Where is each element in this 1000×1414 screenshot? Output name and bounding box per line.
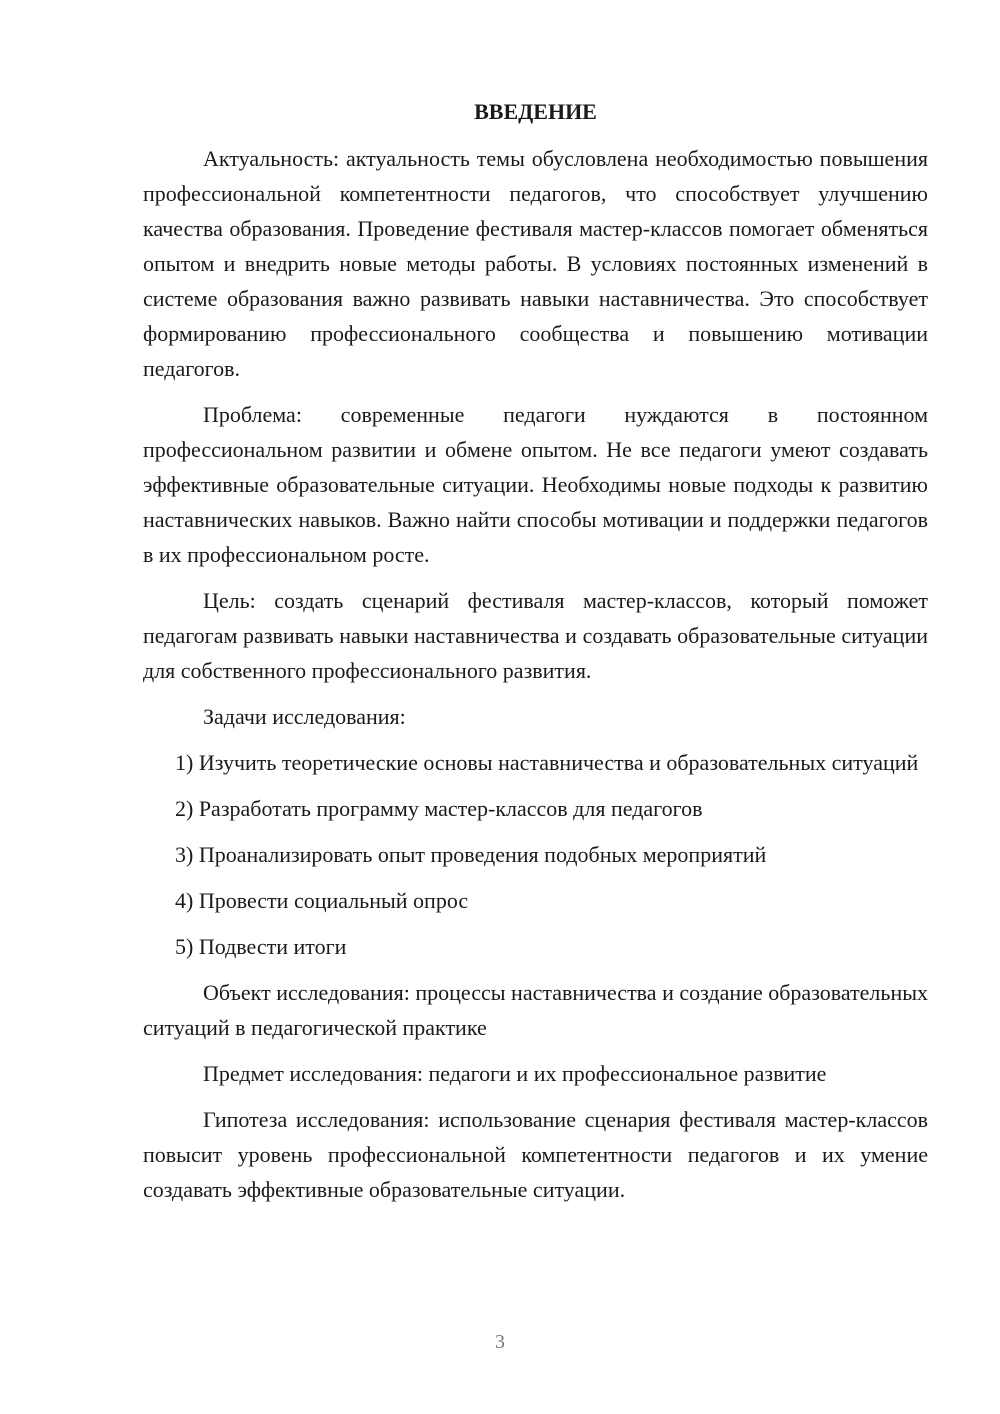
page-number: 3 [495,1331,505,1353]
task-item-4: 4) Провести социальный опрос [175,888,469,913]
paragraph-relevance: Актуальность: актуальность темы обусловлена необходимостью повышения профессиональной компетентности педагогов, что способствует улучшению качества образования. Проведение фестиваля мастер-классов помогает обменяться опытом и внедрить новые методы работы. В условиях постоянных изменений в системе образования важно развивать навыки наставничества. Это способствует формированию профессионального сообщества и повышению мотивации педагогов. [143,146,928,381]
task-item-1: 1) Изучить теоретические основы наставничества и образовательных ситуаций [175,750,919,775]
task-item-5: 5) Подвести итоги [175,934,347,959]
paragraph-goal: Цель: создать сценарий фестиваля мастер-классов, который поможет педагогам развивать навыки наставничества и создавать образовательные ситуации для собственного профессионального развития. [143,588,928,683]
paragraph-hypothesis: Гипотеза исследования: использование сценария фестиваля мастер-классов повысит уровень профессиональной компетентности педагогов и их умение создавать эффективные образовательные ситуации. [143,1107,928,1202]
task-item-2: 2) Разработать программу мастер-классов для педагогов [175,796,703,821]
document-page [143,94,928,1218]
paragraph-subject: Предмет исследования: педагоги и их профессиональное развитие [203,1061,827,1086]
paragraph-object: Объект исследования: процессы наставничества и создание образовательных ситуаций в педагогической практике [143,980,928,1040]
section-title: ВВЕДЕНИЕ [474,99,597,124]
task-item-3: 3) Проанализировать опыт проведения подобных мероприятий [175,842,767,867]
paragraph-problem: Проблема: современные педагоги нуждаются в постоянном профессиональном развитии и обмене опытом. Не все педагоги умеют создавать эффективные образовательные ситуации. Необходимы новые подходы к развитию наставнических навыков. Важно найти способы мотивации и поддержки педагогов в их профессиональном росте. [143,402,928,567]
tasks-heading: Задачи исследования: [203,704,406,729]
